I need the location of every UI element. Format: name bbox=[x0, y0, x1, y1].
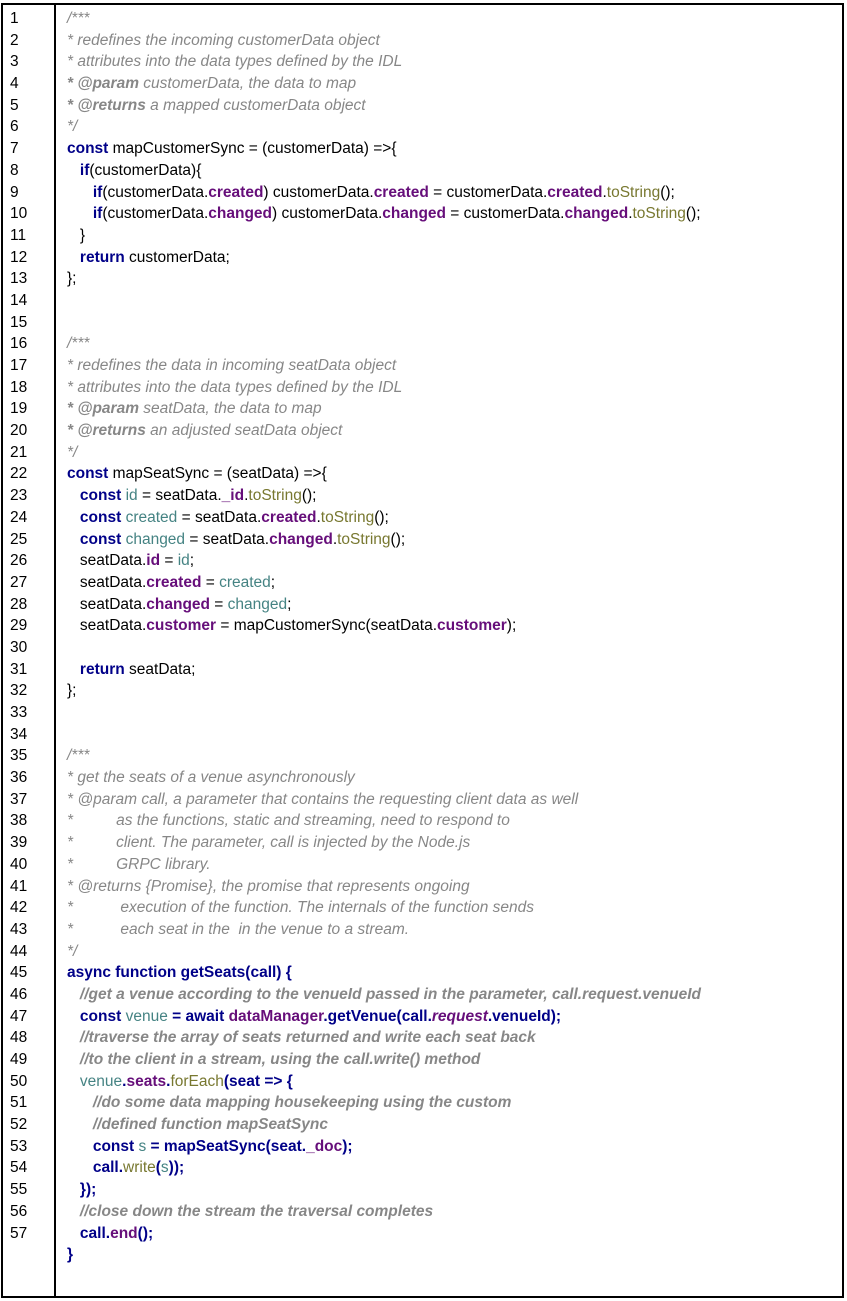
code-token: const bbox=[79, 1007, 126, 1025]
line-number: 8 bbox=[10, 161, 19, 179]
code-line bbox=[67, 637, 701, 659]
code-token: seatData, the data to map bbox=[138, 400, 322, 418]
line-number: 31 bbox=[10, 660, 28, 678]
code-token bbox=[67, 162, 80, 179]
code-token: * each seat in the in the venue to a stream. bbox=[67, 920, 410, 938]
code-token bbox=[67, 205, 93, 222]
line-number: 43 bbox=[10, 920, 28, 938]
code-line bbox=[67, 442, 701, 464]
code-token: toString bbox=[337, 530, 391, 548]
line-number: 6 bbox=[10, 118, 19, 136]
code-token: = await bbox=[167, 1007, 229, 1025]
code-token bbox=[67, 1159, 93, 1176]
code-token: */ bbox=[67, 443, 78, 461]
code-token: id bbox=[146, 552, 161, 570]
code-token: * client. The parameter, call is injected by the Node.js bbox=[67, 834, 471, 852]
code-token: * @returns {Promise}, the promise that represents ongoing bbox=[67, 877, 470, 895]
code-line bbox=[67, 550, 701, 572]
code-line bbox=[67, 203, 701, 225]
code-token: } bbox=[67, 1246, 74, 1264]
code-token: const bbox=[79, 487, 122, 505]
line-number: 53 bbox=[10, 1137, 28, 1155]
code-token: /*** bbox=[67, 335, 90, 353]
code-token: venue bbox=[125, 1007, 168, 1025]
code-line bbox=[67, 30, 701, 52]
code-token: customerData; bbox=[124, 248, 230, 266]
line-number: 4 bbox=[10, 75, 19, 93]
line-number: 12 bbox=[10, 248, 28, 266]
line-number: 2 bbox=[10, 31, 19, 49]
line-number: 33 bbox=[10, 704, 28, 721]
code-token: ( bbox=[155, 1159, 161, 1177]
code-line bbox=[67, 507, 701, 529]
line-number: 50 bbox=[10, 1072, 28, 1090]
code-token bbox=[67, 1116, 93, 1133]
code-line bbox=[67, 789, 701, 811]
code-line bbox=[67, 1092, 701, 1114]
code-token: if bbox=[92, 205, 103, 223]
code-token: . bbox=[166, 1072, 171, 1090]
line-number: 23 bbox=[10, 487, 28, 505]
code-line bbox=[67, 876, 701, 898]
line-number: 47 bbox=[10, 1007, 28, 1025]
code-line bbox=[67, 1071, 701, 1093]
code-line bbox=[67, 1201, 701, 1223]
code-line bbox=[67, 8, 701, 30]
code-token: _doc bbox=[306, 1137, 343, 1155]
line-number: 29 bbox=[10, 617, 28, 635]
code-token: //get a venue according to the venueId passed in the parameter, call.request.venueId bbox=[79, 985, 701, 1003]
code-token: //to the client in a stream, using the call.write() method bbox=[79, 1051, 481, 1068]
code-token: created bbox=[547, 183, 603, 201]
code-token: changed bbox=[564, 205, 629, 223]
code-token: s bbox=[160, 1159, 169, 1177]
code-line bbox=[67, 1244, 701, 1266]
code-token bbox=[67, 1181, 80, 1198]
code-token: created bbox=[146, 573, 202, 591]
line-number: 46 bbox=[10, 985, 28, 1003]
line-number: 28 bbox=[10, 595, 28, 613]
code-token: mapCustomerSync = (customerData) =>{ bbox=[108, 140, 397, 158]
code-token: const bbox=[67, 140, 109, 158]
code-token: (seat => { bbox=[223, 1072, 293, 1090]
code-token: venue bbox=[79, 1072, 123, 1090]
code-line bbox=[67, 854, 701, 876]
code-line bbox=[67, 116, 701, 138]
code-line bbox=[67, 160, 701, 182]
code-token: ; bbox=[270, 573, 276, 591]
code-token: created bbox=[208, 183, 264, 201]
code-token bbox=[67, 509, 80, 526]
code-token: . bbox=[316, 508, 321, 526]
code-token: }; bbox=[67, 270, 77, 288]
code-line bbox=[67, 919, 701, 941]
code-line bbox=[67, 312, 701, 334]
code-line bbox=[67, 680, 701, 702]
line-number: 7 bbox=[10, 140, 19, 158]
line-number: 11 bbox=[10, 226, 27, 244]
code-token: (); bbox=[685, 205, 701, 223]
code-token: created bbox=[261, 508, 317, 526]
code-token bbox=[67, 1051, 80, 1068]
line-number-gutter bbox=[10, 8, 27, 1244]
line-number: 18 bbox=[10, 378, 28, 396]
code-token: seats bbox=[126, 1072, 167, 1090]
code-line bbox=[67, 1157, 701, 1179]
code-token: //defined function mapSeatSync bbox=[92, 1116, 328, 1134]
code-token bbox=[67, 1029, 80, 1046]
code-line bbox=[67, 355, 701, 377]
code-token: * @returns bbox=[67, 96, 146, 114]
code-token: toString bbox=[632, 205, 686, 223]
code-token: changed bbox=[125, 530, 186, 548]
line-number: 57 bbox=[10, 1224, 28, 1242]
code-line bbox=[67, 182, 701, 204]
code-token: * redefines the data in incoming seatData object bbox=[67, 357, 397, 374]
code-token: seatData. bbox=[67, 595, 147, 613]
code-line bbox=[67, 702, 701, 724]
code-token: write bbox=[123, 1159, 156, 1177]
code-token: toString bbox=[606, 183, 661, 201]
code-token: id bbox=[177, 552, 190, 570]
code-line bbox=[67, 1223, 701, 1245]
line-number: 36 bbox=[10, 769, 28, 787]
code-line bbox=[67, 398, 701, 420]
code-token: //do some data mapping housekeeping using the custom bbox=[92, 1094, 512, 1112]
code-line bbox=[67, 962, 701, 984]
code-line bbox=[67, 897, 701, 919]
line-number: 25 bbox=[10, 530, 28, 548]
code-token: (customerData. bbox=[102, 183, 209, 201]
code-token: (customerData){ bbox=[89, 161, 202, 179]
code-token: . bbox=[602, 183, 607, 201]
code-token: ; bbox=[287, 595, 292, 613]
code-line bbox=[67, 615, 701, 637]
code-line bbox=[67, 225, 701, 247]
line-number: 15 bbox=[10, 313, 28, 331]
code-token: * @param bbox=[67, 75, 139, 93]
code-token: customer bbox=[146, 617, 217, 635]
code-token: )); bbox=[168, 1159, 185, 1177]
line-number: 56 bbox=[10, 1202, 28, 1220]
code-token: changed bbox=[382, 205, 446, 223]
line-number: 40 bbox=[10, 855, 28, 873]
code-token: * @param call, a parameter that contains the requesting client data as well bbox=[67, 790, 579, 808]
code-token: const bbox=[67, 465, 109, 483]
code-token: = bbox=[210, 595, 228, 613]
code-token: async function getSeats(call) { bbox=[67, 964, 292, 982]
code-token: * @param bbox=[67, 400, 139, 418]
code-token: */ bbox=[67, 942, 78, 960]
code-line bbox=[67, 941, 701, 963]
code-token bbox=[67, 1094, 93, 1111]
code-token bbox=[67, 986, 80, 1003]
line-number: 51 bbox=[10, 1094, 28, 1112]
code-line bbox=[67, 984, 701, 1006]
code-token: an adjusted seatData object bbox=[145, 422, 343, 440]
line-number: 13 bbox=[10, 270, 28, 288]
code-token: */ bbox=[67, 118, 78, 136]
code-token: (); bbox=[390, 530, 406, 548]
code-token: /*** bbox=[67, 10, 90, 27]
code-token: request bbox=[431, 1007, 488, 1025]
code-token: .venueId); bbox=[487, 1007, 562, 1025]
code-token: * attributes into the data types defined by the IDL bbox=[67, 53, 403, 71]
code-token: * get the seats of a venue asynchronously bbox=[67, 769, 355, 787]
line-number: 48 bbox=[10, 1029, 28, 1047]
code-token: = mapSeatSync(seat. bbox=[146, 1137, 307, 1155]
code-token: changed bbox=[146, 595, 210, 613]
code-token: seatData. bbox=[67, 573, 147, 591]
code-token: _id bbox=[221, 487, 245, 505]
line-number: 42 bbox=[10, 899, 28, 917]
code-line bbox=[67, 1027, 701, 1049]
line-number: 22 bbox=[10, 465, 28, 483]
code-body bbox=[67, 8, 701, 1266]
code-token: const bbox=[79, 530, 122, 548]
code-line bbox=[67, 377, 701, 399]
code-line bbox=[67, 1049, 701, 1071]
gutter-divider bbox=[54, 3, 56, 1298]
code-token bbox=[67, 661, 80, 678]
code-line bbox=[67, 290, 701, 312]
code-token: mapSeatSync = (seatData) =>{ bbox=[108, 465, 327, 483]
code-token: ; bbox=[189, 552, 195, 570]
line-number: 39 bbox=[10, 834, 28, 852]
code-token: ) customerData. bbox=[272, 205, 383, 223]
line-number: 49 bbox=[10, 1051, 28, 1068]
code-token: customer bbox=[437, 617, 507, 635]
code-token: * execution of the function. The internals of the function sends bbox=[67, 899, 534, 917]
code-token: = bbox=[201, 573, 220, 591]
line-number: 16 bbox=[10, 335, 28, 353]
code-line bbox=[67, 1179, 701, 1201]
code-token: changed bbox=[269, 530, 333, 548]
code-token: (); bbox=[374, 508, 389, 526]
line-number: 32 bbox=[10, 682, 28, 700]
code-token: changed bbox=[227, 595, 288, 613]
code-token: = mapCustomerSync(seatData. bbox=[216, 617, 438, 635]
code-token: toString bbox=[248, 487, 302, 505]
code-line bbox=[67, 138, 701, 160]
code-token: = seatData. bbox=[185, 530, 270, 548]
code-line bbox=[67, 1114, 701, 1136]
code-line bbox=[67, 594, 701, 616]
line-number: 44 bbox=[10, 942, 28, 960]
code-line bbox=[67, 95, 701, 117]
code-token: seatData; bbox=[124, 660, 196, 678]
line-number: 27 bbox=[10, 573, 28, 591]
code-token: created bbox=[219, 573, 271, 591]
code-token: if bbox=[79, 161, 90, 179]
code-token: = seatData. bbox=[177, 508, 262, 526]
code-token: ); bbox=[342, 1137, 353, 1155]
line-number: 9 bbox=[10, 183, 19, 201]
code-line bbox=[67, 572, 701, 594]
code-token: . bbox=[332, 530, 338, 548]
line-number: 24 bbox=[10, 508, 28, 526]
code-line bbox=[67, 529, 701, 551]
code-token: seatData. bbox=[67, 552, 147, 570]
code-token: * @returns bbox=[67, 422, 146, 440]
code-line bbox=[67, 463, 701, 485]
code-token: . bbox=[628, 205, 633, 223]
code-token: }; bbox=[67, 682, 77, 700]
code-line bbox=[67, 1136, 701, 1158]
code-token: toString bbox=[320, 508, 375, 526]
line-number: 35 bbox=[10, 747, 28, 765]
line-number: 54 bbox=[10, 1159, 28, 1177]
line-number: 14 bbox=[10, 291, 28, 309]
line-number: 45 bbox=[10, 964, 28, 982]
code-token: return bbox=[79, 248, 125, 266]
line-number: 55 bbox=[10, 1181, 28, 1199]
code-token bbox=[67, 184, 93, 201]
code-token bbox=[67, 1008, 80, 1025]
code-token: = customerData. bbox=[446, 205, 565, 223]
code-token: s bbox=[138, 1137, 147, 1155]
line-number: 26 bbox=[10, 552, 28, 570]
code-token: (); bbox=[301, 487, 317, 505]
line-number: 17 bbox=[10, 357, 28, 374]
code-line bbox=[67, 832, 701, 854]
code-token: //close down the stream the traversal completes bbox=[79, 1202, 434, 1220]
code-token: created bbox=[125, 508, 178, 526]
code-line bbox=[67, 247, 701, 269]
code-token: /*** bbox=[67, 747, 90, 765]
code-token bbox=[67, 1073, 80, 1090]
code-token: * as the functions, static and streaming, need to respond to bbox=[67, 812, 510, 830]
line-number: 52 bbox=[10, 1116, 28, 1134]
code-token: call. bbox=[79, 1224, 111, 1242]
code-token: const bbox=[79, 508, 122, 526]
code-token: forEach bbox=[170, 1072, 224, 1090]
line-number: 41 bbox=[10, 877, 28, 895]
line-number: 30 bbox=[10, 638, 28, 656]
line-number: 5 bbox=[10, 96, 19, 114]
code-token: seatData. bbox=[67, 617, 147, 635]
code-line bbox=[67, 659, 701, 681]
code-line bbox=[67, 767, 701, 789]
code-token: . bbox=[244, 487, 249, 505]
code-token: = customerData. bbox=[428, 183, 548, 201]
code-token: } bbox=[67, 226, 86, 244]
code-token bbox=[67, 1203, 80, 1220]
code-token bbox=[67, 1138, 93, 1155]
code-line bbox=[67, 73, 701, 95]
code-token: dataManager bbox=[228, 1007, 324, 1025]
code-token: a mapped customerData object bbox=[145, 96, 366, 114]
code-token: (); bbox=[660, 183, 675, 201]
code-token: customerData, the data to map bbox=[138, 75, 357, 93]
line-number: 20 bbox=[10, 422, 28, 440]
code-line bbox=[67, 51, 701, 73]
code-token bbox=[67, 531, 80, 548]
code-token: return bbox=[79, 660, 125, 678]
code-token bbox=[67, 249, 80, 266]
code-line bbox=[67, 420, 701, 442]
code-token: * attributes into the data types defined by the IDL bbox=[67, 378, 403, 396]
code-token: = bbox=[160, 552, 178, 570]
line-number: 38 bbox=[10, 812, 28, 830]
code-line bbox=[67, 333, 701, 355]
code-token: . bbox=[323, 1007, 328, 1025]
line-number: 21 bbox=[10, 443, 28, 461]
code-line bbox=[67, 745, 701, 767]
code-token: (customerData. bbox=[102, 205, 209, 223]
code-line bbox=[67, 724, 701, 746]
line-number: 19 bbox=[10, 400, 28, 418]
code-token: changed bbox=[208, 205, 272, 223]
code-token: }); bbox=[79, 1181, 97, 1199]
code-token: = seatData. bbox=[137, 487, 222, 505]
code-token: . bbox=[122, 1072, 127, 1090]
code-token: (); bbox=[137, 1224, 154, 1242]
code-token: if bbox=[92, 183, 103, 201]
code-line bbox=[67, 268, 701, 290]
code-token: call. bbox=[92, 1159, 124, 1177]
code-token bbox=[67, 487, 80, 504]
line-number: 3 bbox=[10, 53, 19, 71]
code-token: * redefines the incoming customerData object bbox=[67, 31, 380, 49]
code-line bbox=[67, 1006, 701, 1028]
line-number: 1 bbox=[10, 10, 19, 27]
code-line bbox=[67, 485, 701, 507]
code-token: end bbox=[110, 1224, 138, 1242]
code-token: //traverse the array of seats returned and write each seat back bbox=[79, 1029, 536, 1047]
code-token bbox=[67, 1225, 80, 1242]
code-token: ) customerData. bbox=[263, 183, 374, 201]
code-token: getVenue(call. bbox=[327, 1007, 432, 1025]
line-number: 34 bbox=[10, 725, 28, 743]
code-token: const bbox=[92, 1137, 139, 1155]
code-token: * GRPC library. bbox=[67, 855, 211, 873]
code-line bbox=[67, 810, 701, 832]
code-token: created bbox=[373, 183, 429, 201]
code-token: id bbox=[125, 487, 138, 505]
code-token: ); bbox=[506, 617, 517, 635]
line-number: 10 bbox=[10, 205, 28, 223]
line-number: 37 bbox=[10, 790, 28, 808]
